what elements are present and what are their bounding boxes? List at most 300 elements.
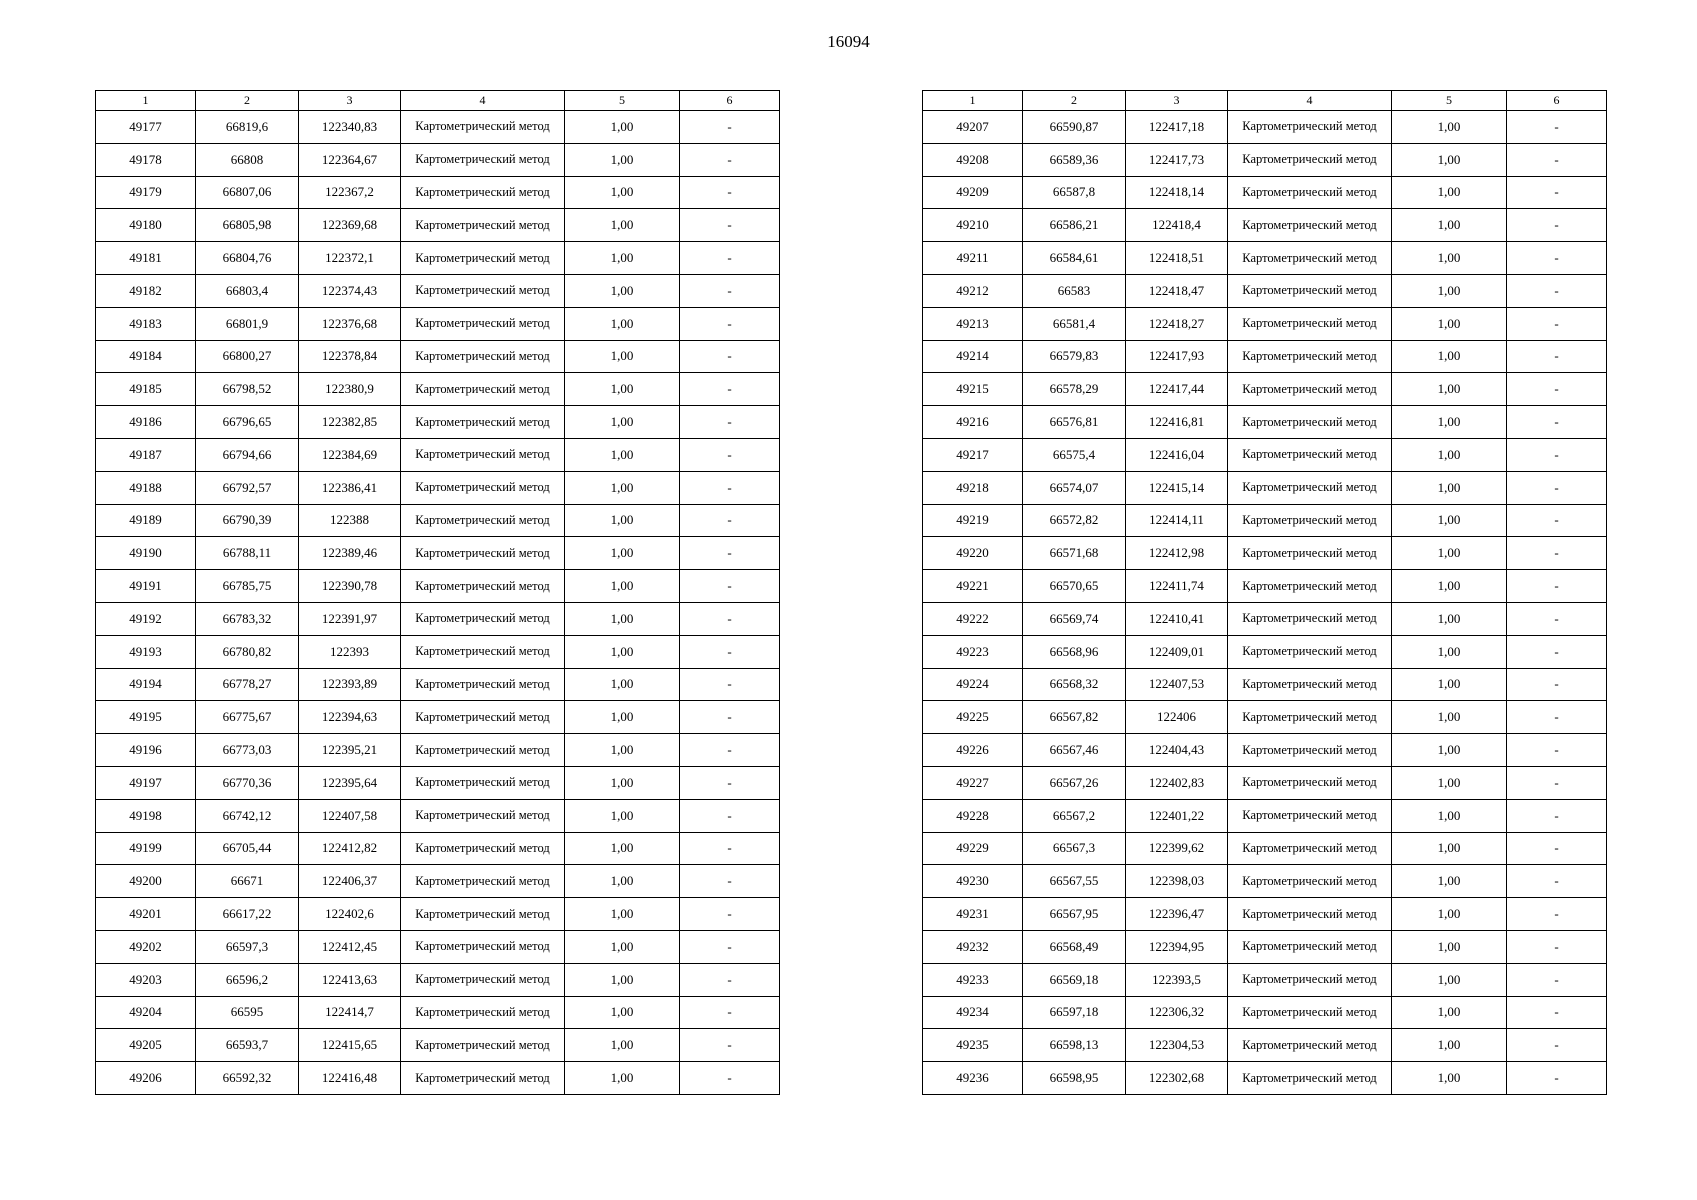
y-coordinate-cell: 122380,9	[299, 373, 401, 406]
accuracy-cell: 1,00	[565, 799, 680, 832]
point-number-cell: 49202	[96, 930, 196, 963]
point-number-cell: 49192	[96, 602, 196, 635]
table-row	[923, 307, 1607, 340]
accuracy-cell: 1,00	[565, 373, 680, 406]
point-number-cell: 49178	[96, 143, 196, 176]
point-number-cell: 49201	[96, 898, 196, 931]
x-coordinate-cell: 66567,26	[1023, 766, 1126, 799]
note-cell: -	[1507, 143, 1607, 176]
x-coordinate-cell: 66807,06	[196, 176, 299, 209]
table-row	[923, 242, 1607, 275]
accuracy-cell: 1,00	[565, 471, 680, 504]
y-coordinate-cell: 122416,48	[299, 1062, 401, 1095]
point-number-cell: 49186	[96, 406, 196, 439]
note-cell: -	[1507, 799, 1607, 832]
y-coordinate-cell: 122393	[299, 635, 401, 668]
point-number-cell: 49189	[96, 504, 196, 537]
y-coordinate-cell: 122418,51	[1126, 242, 1228, 275]
column-header: 6	[1507, 91, 1607, 111]
accuracy-cell: 1,00	[565, 274, 680, 307]
x-coordinate-cell: 66578,29	[1023, 373, 1126, 406]
note-cell: -	[680, 635, 780, 668]
table-row	[923, 799, 1607, 832]
accuracy-cell: 1,00	[565, 963, 680, 996]
y-coordinate-cell: 122398,03	[1126, 865, 1228, 898]
table-row	[923, 865, 1607, 898]
point-number-cell: 49197	[96, 766, 196, 799]
method-cell: Картометрический метод	[401, 963, 565, 996]
accuracy-cell: 1,00	[565, 1062, 680, 1095]
note-cell: -	[680, 111, 780, 144]
table-row	[923, 176, 1607, 209]
y-coordinate-cell: 122302,68	[1126, 1062, 1228, 1095]
point-number-cell: 49187	[96, 438, 196, 471]
y-coordinate-cell: 122404,43	[1126, 734, 1228, 767]
table-row	[923, 734, 1607, 767]
table-row	[96, 832, 780, 865]
x-coordinate-cell: 66783,32	[196, 602, 299, 635]
point-number-cell: 49229	[923, 832, 1023, 865]
method-cell: Картометрический метод	[1228, 537, 1392, 570]
note-cell: -	[680, 996, 780, 1029]
note-cell: -	[1507, 307, 1607, 340]
table-row	[923, 340, 1607, 373]
y-coordinate-cell: 122391,97	[299, 602, 401, 635]
y-coordinate-cell: 122386,41	[299, 471, 401, 504]
table-row	[923, 373, 1607, 406]
table-row	[96, 111, 780, 144]
method-cell: Картометрический метод	[1228, 865, 1392, 898]
note-cell: -	[1507, 471, 1607, 504]
table-row	[96, 701, 780, 734]
table-row	[96, 274, 780, 307]
point-number-cell: 49196	[96, 734, 196, 767]
x-coordinate-cell: 66742,12	[196, 799, 299, 832]
x-coordinate-cell: 66570,65	[1023, 570, 1126, 603]
y-coordinate-cell: 122415,14	[1126, 471, 1228, 504]
y-coordinate-cell: 122374,43	[299, 274, 401, 307]
method-cell: Картометрический метод	[1228, 1029, 1392, 1062]
column-header: 2	[1023, 91, 1126, 111]
y-coordinate-cell: 122414,11	[1126, 504, 1228, 537]
coordinates-table-left	[95, 90, 780, 1095]
x-coordinate-cell: 66568,96	[1023, 635, 1126, 668]
method-cell: Картометрический метод	[401, 668, 565, 701]
x-coordinate-cell: 66572,82	[1023, 504, 1126, 537]
y-coordinate-cell: 122407,53	[1126, 668, 1228, 701]
accuracy-cell: 1,00	[1392, 438, 1507, 471]
point-number-cell: 49219	[923, 504, 1023, 537]
method-cell: Картометрический метод	[401, 406, 565, 439]
x-coordinate-cell: 66569,74	[1023, 602, 1126, 635]
x-coordinate-cell: 66579,83	[1023, 340, 1126, 373]
accuracy-cell: 1,00	[565, 504, 680, 537]
x-coordinate-cell: 66617,22	[196, 898, 299, 931]
y-coordinate-cell: 122418,14	[1126, 176, 1228, 209]
note-cell: -	[1507, 701, 1607, 734]
accuracy-cell: 1,00	[565, 406, 680, 439]
note-cell: -	[1507, 176, 1607, 209]
method-cell: Картометрический метод	[1228, 373, 1392, 406]
accuracy-cell: 1,00	[1392, 504, 1507, 537]
note-cell: -	[680, 734, 780, 767]
note-cell: -	[1507, 570, 1607, 603]
point-number-cell: 49233	[923, 963, 1023, 996]
accuracy-cell: 1,00	[1392, 373, 1507, 406]
note-cell: -	[1507, 766, 1607, 799]
y-coordinate-cell: 122376,68	[299, 307, 401, 340]
x-coordinate-cell: 66569,18	[1023, 963, 1126, 996]
accuracy-cell: 1,00	[565, 766, 680, 799]
y-coordinate-cell: 122417,18	[1126, 111, 1228, 144]
y-coordinate-cell: 122364,67	[299, 143, 401, 176]
accuracy-cell: 1,00	[1392, 635, 1507, 668]
table-row	[923, 930, 1607, 963]
table-row	[923, 996, 1607, 1029]
point-number-cell: 49212	[923, 274, 1023, 307]
y-coordinate-cell: 122401,22	[1126, 799, 1228, 832]
table-row	[923, 209, 1607, 242]
accuracy-cell: 1,00	[565, 865, 680, 898]
table-row	[923, 438, 1607, 471]
y-coordinate-cell: 122378,84	[299, 340, 401, 373]
accuracy-cell: 1,00	[565, 898, 680, 931]
x-coordinate-cell: 66568,32	[1023, 668, 1126, 701]
page-number: 16094	[827, 32, 870, 51]
x-coordinate-cell: 66598,95	[1023, 1062, 1126, 1095]
x-coordinate-cell: 66576,81	[1023, 406, 1126, 439]
column-header: 3	[299, 91, 401, 111]
table-row	[923, 1029, 1607, 1062]
point-number-cell: 49200	[96, 865, 196, 898]
x-coordinate-cell: 66778,27	[196, 668, 299, 701]
y-coordinate-cell: 122390,78	[299, 570, 401, 603]
note-cell: -	[1507, 635, 1607, 668]
note-cell: -	[680, 930, 780, 963]
point-number-cell: 49222	[923, 602, 1023, 635]
header-row	[96, 91, 780, 111]
x-coordinate-cell: 66775,67	[196, 701, 299, 734]
method-cell: Картометрический метод	[401, 766, 565, 799]
header-row	[923, 91, 1607, 111]
note-cell: -	[1507, 537, 1607, 570]
point-number-cell: 49230	[923, 865, 1023, 898]
y-coordinate-cell: 122393,89	[299, 668, 401, 701]
note-cell: -	[1507, 963, 1607, 996]
point-number-cell: 49227	[923, 766, 1023, 799]
method-cell: Картометрический метод	[401, 1062, 565, 1095]
method-cell: Картометрический метод	[1228, 438, 1392, 471]
point-number-cell: 49183	[96, 307, 196, 340]
accuracy-cell: 1,00	[565, 143, 680, 176]
point-number-cell: 49232	[923, 930, 1023, 963]
accuracy-cell: 1,00	[1392, 570, 1507, 603]
y-coordinate-cell: 122367,2	[299, 176, 401, 209]
note-cell: -	[1507, 111, 1607, 144]
accuracy-cell: 1,00	[1392, 406, 1507, 439]
table-row	[96, 504, 780, 537]
method-cell: Картометрический метод	[401, 930, 565, 963]
method-cell: Картометрический метод	[401, 504, 565, 537]
method-cell: Картометрический метод	[401, 143, 565, 176]
table-row	[96, 799, 780, 832]
note-cell: -	[680, 766, 780, 799]
note-cell: -	[680, 406, 780, 439]
note-cell: -	[1507, 996, 1607, 1029]
accuracy-cell: 1,00	[1392, 865, 1507, 898]
accuracy-cell: 1,00	[1392, 996, 1507, 1029]
table-row	[96, 242, 780, 275]
accuracy-cell: 1,00	[1392, 766, 1507, 799]
method-cell: Картометрический метод	[1228, 406, 1392, 439]
table-row	[923, 537, 1607, 570]
accuracy-cell: 1,00	[1392, 701, 1507, 734]
table-row	[96, 438, 780, 471]
note-cell: -	[1507, 373, 1607, 406]
note-cell: -	[1507, 602, 1607, 635]
note-cell: -	[680, 242, 780, 275]
point-number-cell: 49195	[96, 701, 196, 734]
accuracy-cell: 1,00	[565, 668, 680, 701]
note-cell: -	[1507, 832, 1607, 865]
point-number-cell: 49206	[96, 1062, 196, 1095]
table-row	[923, 1062, 1607, 1095]
y-coordinate-cell: 122412,45	[299, 930, 401, 963]
table-header	[96, 91, 780, 111]
coordinates-table-right	[922, 90, 1607, 1095]
y-coordinate-cell: 122388	[299, 504, 401, 537]
method-cell: Картометрический метод	[401, 635, 565, 668]
x-coordinate-cell: 66583	[1023, 274, 1126, 307]
note-cell: -	[680, 471, 780, 504]
method-cell: Картометрический метод	[401, 373, 565, 406]
x-coordinate-cell: 66581,4	[1023, 307, 1126, 340]
y-coordinate-cell: 122410,41	[1126, 602, 1228, 635]
x-coordinate-cell: 66586,21	[1023, 209, 1126, 242]
point-number-cell: 49236	[923, 1062, 1023, 1095]
x-coordinate-cell: 66598,13	[1023, 1029, 1126, 1062]
accuracy-cell: 1,00	[565, 930, 680, 963]
y-coordinate-cell: 122395,64	[299, 766, 401, 799]
method-cell: Картометрический метод	[401, 471, 565, 504]
note-cell: -	[680, 504, 780, 537]
note-cell: -	[1507, 1029, 1607, 1062]
method-cell: Картометрический метод	[1228, 930, 1392, 963]
table-row	[923, 602, 1607, 635]
method-cell: Картометрический метод	[1228, 111, 1392, 144]
method-cell: Картометрический метод	[401, 832, 565, 865]
accuracy-cell: 1,00	[1392, 537, 1507, 570]
y-coordinate-cell: 122306,32	[1126, 996, 1228, 1029]
y-coordinate-cell: 122415,65	[299, 1029, 401, 1062]
column-header: 4	[401, 91, 565, 111]
note-cell: -	[680, 799, 780, 832]
y-coordinate-cell: 122407,58	[299, 799, 401, 832]
x-coordinate-cell: 66567,2	[1023, 799, 1126, 832]
point-number-cell: 49228	[923, 799, 1023, 832]
accuracy-cell: 1,00	[565, 111, 680, 144]
x-coordinate-cell: 66567,46	[1023, 734, 1126, 767]
table-row	[96, 865, 780, 898]
y-coordinate-cell: 122340,83	[299, 111, 401, 144]
y-coordinate-cell: 122372,1	[299, 242, 401, 275]
table-row	[96, 570, 780, 603]
x-coordinate-cell: 66803,4	[196, 274, 299, 307]
table-body	[923, 111, 1607, 1095]
x-coordinate-cell: 66796,65	[196, 406, 299, 439]
table-row	[923, 504, 1607, 537]
table-row	[96, 537, 780, 570]
method-cell: Картометрический метод	[401, 209, 565, 242]
method-cell: Картометрический метод	[401, 602, 565, 635]
accuracy-cell: 1,00	[1392, 930, 1507, 963]
point-number-cell: 49211	[923, 242, 1023, 275]
note-cell: -	[680, 373, 780, 406]
column-header: 4	[1228, 91, 1392, 111]
note-cell: -	[680, 537, 780, 570]
table-row	[96, 176, 780, 209]
note-cell: -	[680, 570, 780, 603]
y-coordinate-cell: 122394,95	[1126, 930, 1228, 963]
method-cell: Картометрический метод	[1228, 504, 1392, 537]
point-number-cell: 49177	[96, 111, 196, 144]
table-row	[923, 832, 1607, 865]
accuracy-cell: 1,00	[1392, 471, 1507, 504]
x-coordinate-cell: 66785,75	[196, 570, 299, 603]
column-header: 5	[1392, 91, 1507, 111]
method-cell: Картометрический метод	[401, 438, 565, 471]
note-cell: -	[1507, 865, 1607, 898]
table-row	[96, 996, 780, 1029]
method-cell: Картометрический метод	[401, 996, 565, 1029]
accuracy-cell: 1,00	[1392, 1062, 1507, 1095]
y-coordinate-cell: 122409,01	[1126, 635, 1228, 668]
method-cell: Картометрический метод	[1228, 274, 1392, 307]
table-row	[96, 143, 780, 176]
y-coordinate-cell: 122304,53	[1126, 1029, 1228, 1062]
table-row	[923, 963, 1607, 996]
accuracy-cell: 1,00	[1392, 242, 1507, 275]
y-coordinate-cell: 122382,85	[299, 406, 401, 439]
table-row	[96, 471, 780, 504]
method-cell: Картометрический метод	[1228, 471, 1392, 504]
table-row	[923, 570, 1607, 603]
x-coordinate-cell: 66567,3	[1023, 832, 1126, 865]
table-row	[923, 766, 1607, 799]
x-coordinate-cell: 66567,82	[1023, 701, 1126, 734]
point-number-cell: 49221	[923, 570, 1023, 603]
note-cell: -	[1507, 438, 1607, 471]
table-row	[923, 274, 1607, 307]
y-coordinate-cell: 122414,7	[299, 996, 401, 1029]
point-number-cell: 49179	[96, 176, 196, 209]
note-cell: -	[680, 176, 780, 209]
note-cell: -	[1507, 274, 1607, 307]
y-coordinate-cell: 122394,63	[299, 701, 401, 734]
method-cell: Картометрический метод	[1228, 766, 1392, 799]
table-row	[96, 602, 780, 635]
x-coordinate-cell: 66794,66	[196, 438, 299, 471]
table-row	[96, 734, 780, 767]
y-coordinate-cell: 122416,81	[1126, 406, 1228, 439]
point-number-cell: 49223	[923, 635, 1023, 668]
accuracy-cell: 1,00	[1392, 734, 1507, 767]
x-coordinate-cell: 66805,98	[196, 209, 299, 242]
note-cell: -	[680, 143, 780, 176]
y-coordinate-cell: 122402,83	[1126, 766, 1228, 799]
method-cell: Картометрический метод	[401, 1029, 565, 1062]
accuracy-cell: 1,00	[565, 340, 680, 373]
accuracy-cell: 1,00	[1392, 111, 1507, 144]
y-coordinate-cell: 122416,04	[1126, 438, 1228, 471]
note-cell: -	[680, 898, 780, 931]
note-cell: -	[1507, 898, 1607, 931]
y-coordinate-cell: 122417,93	[1126, 340, 1228, 373]
y-coordinate-cell: 122369,68	[299, 209, 401, 242]
method-cell: Картометрический метод	[1228, 963, 1392, 996]
accuracy-cell: 1,00	[1392, 832, 1507, 865]
point-number-cell: 49234	[923, 996, 1023, 1029]
note-cell: -	[1507, 209, 1607, 242]
point-number-cell: 49207	[923, 111, 1023, 144]
method-cell: Картометрический метод	[1228, 570, 1392, 603]
accuracy-cell: 1,00	[565, 1029, 680, 1062]
table-row	[96, 930, 780, 963]
accuracy-cell: 1,00	[565, 307, 680, 340]
column-header: 6	[680, 91, 780, 111]
x-coordinate-cell: 66780,82	[196, 635, 299, 668]
table-row	[96, 1062, 780, 1095]
y-coordinate-cell: 122399,62	[1126, 832, 1228, 865]
y-coordinate-cell: 122411,74	[1126, 570, 1228, 603]
y-coordinate-cell: 122417,44	[1126, 373, 1228, 406]
note-cell: -	[680, 438, 780, 471]
note-cell: -	[1507, 504, 1607, 537]
x-coordinate-cell: 66798,52	[196, 373, 299, 406]
column-header: 1	[923, 91, 1023, 111]
accuracy-cell: 1,00	[565, 209, 680, 242]
x-coordinate-cell: 66773,03	[196, 734, 299, 767]
x-coordinate-cell: 66584,61	[1023, 242, 1126, 275]
column-header: 2	[196, 91, 299, 111]
note-cell: -	[680, 1029, 780, 1062]
point-number-cell: 49209	[923, 176, 1023, 209]
column-header: 3	[1126, 91, 1228, 111]
point-number-cell: 49218	[923, 471, 1023, 504]
accuracy-cell: 1,00	[565, 832, 680, 865]
method-cell: Картометрический метод	[1228, 996, 1392, 1029]
note-cell: -	[680, 701, 780, 734]
point-number-cell: 49193	[96, 635, 196, 668]
x-coordinate-cell: 66800,27	[196, 340, 299, 373]
column-header: 1	[96, 91, 196, 111]
x-coordinate-cell: 66592,32	[196, 1062, 299, 1095]
accuracy-cell: 1,00	[565, 635, 680, 668]
method-cell: Картометрический метод	[401, 570, 565, 603]
table-header	[923, 91, 1607, 111]
x-coordinate-cell: 66575,4	[1023, 438, 1126, 471]
table-row	[96, 307, 780, 340]
y-coordinate-cell: 122418,27	[1126, 307, 1228, 340]
point-number-cell: 49181	[96, 242, 196, 275]
y-coordinate-cell: 122395,21	[299, 734, 401, 767]
accuracy-cell: 1,00	[1392, 898, 1507, 931]
point-number-cell: 49191	[96, 570, 196, 603]
point-number-cell: 49224	[923, 668, 1023, 701]
method-cell: Картометрический метод	[1228, 734, 1392, 767]
accuracy-cell: 1,00	[565, 701, 680, 734]
accuracy-cell: 1,00	[1392, 963, 1507, 996]
